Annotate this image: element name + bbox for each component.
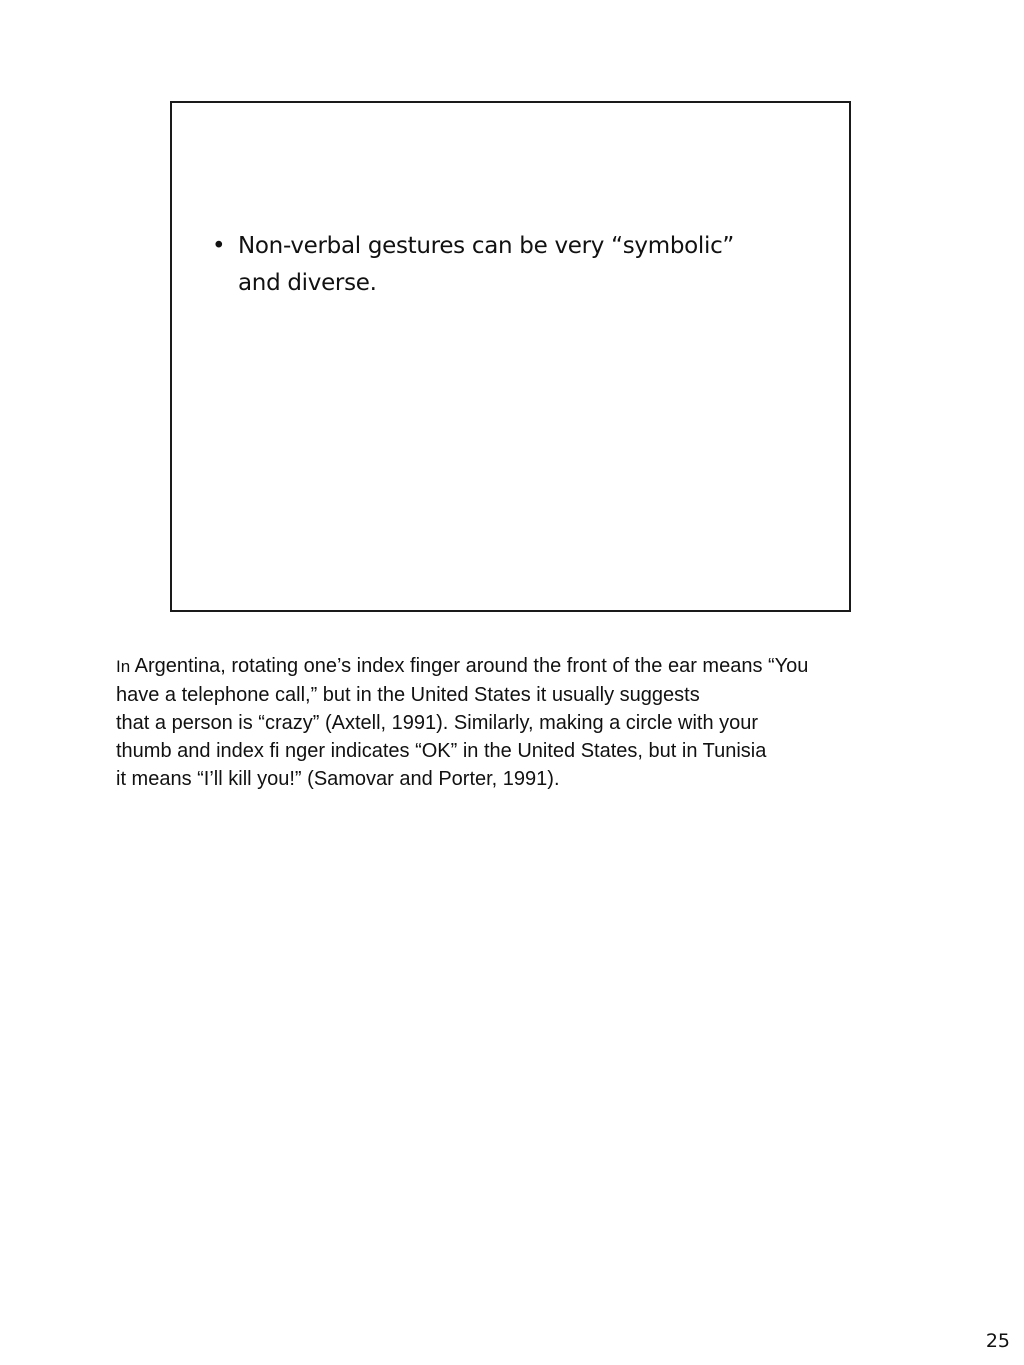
notes-line: that a person is “crazy” (Axtell, 1991). Similarly, making a circle with your bbox=[116, 712, 759, 734]
notes-line bbox=[116, 652, 916, 681]
page-number: 25 bbox=[985, 1330, 1010, 1352]
notes-line: thumb and index fi nger indicates “OK” in the United States, but in Tunisia bbox=[116, 740, 767, 762]
notes-line: have a telephone call,” but in the United States it usually suggests bbox=[116, 684, 700, 706]
notes-lead-word: In bbox=[116, 657, 131, 676]
notes-line: it means “I’ll kill you!” (Samovar and Porter, 1991). bbox=[116, 768, 560, 790]
speaker-notes bbox=[116, 652, 916, 793]
slide-bullet-text: Non-verbal gestures can be very “symbolic” and diverse. bbox=[238, 233, 735, 296]
slide-thumbnail bbox=[170, 101, 851, 612]
slide-bullet-item bbox=[212, 228, 772, 302]
bullet-icon: • bbox=[212, 233, 226, 259]
notes-line-text: Argentina, rotating one’s index finger around the front of the ear means “You bbox=[130, 655, 809, 677]
slide-bullet-list bbox=[212, 228, 772, 302]
